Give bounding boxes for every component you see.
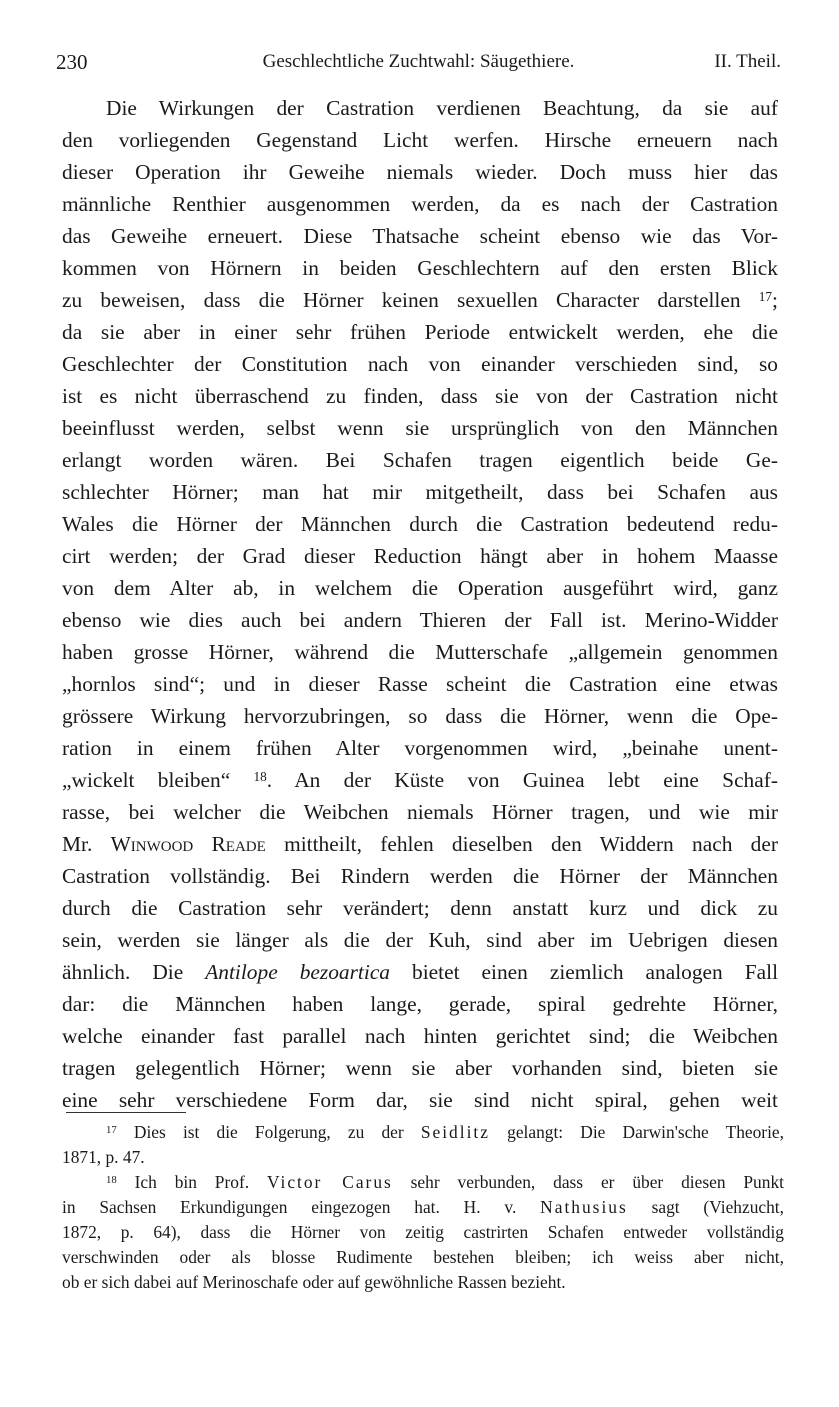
- footnote-text: Ich bin Prof.: [116, 1172, 267, 1192]
- text-line: das Geweihe erneuert. Diese Thatsache scheint ebenso wie das Vor-: [62, 224, 778, 248]
- text-line: welche einander fast parallel nach hinten gerichtet sind; die Weibchen: [62, 1024, 778, 1048]
- footnote-17: [62, 1120, 784, 1145]
- footnote-18: [62, 1170, 784, 1195]
- author-name: Nathusius: [540, 1197, 628, 1217]
- text-line: Die Wirkungen der Castration verdienen Beachtung, da sie auf: [106, 96, 778, 120]
- text-line: dieser Operation ihr Geweihe niemals wieder. Doch muss hier das: [62, 160, 778, 184]
- text-line: tragen gelegentlich Hörner; wenn sie aber vorhanden sind, bieten sie: [62, 1056, 778, 1080]
- text-line: haben grosse Hörner, während die Mutterschafe „allgemein genommen: [62, 640, 778, 664]
- text-segment: Mr.: [62, 832, 111, 856]
- text-segment: ähnlich. Die: [62, 960, 206, 984]
- text-line: rasse, bei welcher die Weibchen niemals Hörner tragen, und wie mir: [62, 800, 778, 824]
- text-line: kommen von Hörnern in beiden Geschlechtern auf den ersten Blick: [62, 256, 778, 280]
- text-line: [62, 284, 778, 316]
- author-name: Winwood Reade: [110, 832, 266, 856]
- species-name: Antilope bezoartica: [205, 960, 391, 984]
- footnote-text: Dies ist die Folgerung, zu der: [116, 1122, 421, 1142]
- text-line: männliche Renthier ausgenommen werden, da es nach der Castration: [62, 192, 778, 216]
- text-line: dar: die Männchen haben lange, gerade, spiral gedrehte Hörner,: [62, 992, 778, 1016]
- footnote-line: 1872, p. 64), dass die Hörner von zeitig castrirten Schafen entweder vollständig: [62, 1222, 784, 1242]
- text-line: beeinflusst werden, selbst wenn sie ursprünglich von den Männchen: [62, 416, 778, 440]
- text-segment: bietet einen ziemlich analogen Fall: [390, 960, 779, 984]
- footnote-text: in Sachsen Erkundigungen eingezogen hat. H. v.: [62, 1197, 541, 1217]
- text-segment: mittheilt, fehlen dieselben den Widdern nach der: [265, 832, 778, 856]
- page-number: 230: [56, 50, 88, 74]
- text-line: [62, 828, 778, 860]
- running-header: [56, 50, 781, 76]
- text-line: von dem Alter ab, in welchem die Operation ausgeführt wird, ganz: [62, 576, 778, 600]
- text-segment: zu beweisen, dass die Hörner keinen sexuellen Character darstellen: [62, 288, 759, 312]
- text-line: den vorliegenden Gegenstand Licht werfen. Hirsche erneuern nach: [62, 128, 778, 152]
- author-name: Seidlitz: [420, 1122, 490, 1142]
- footnote-line: ob er sich dabei auf Merinoschafe oder auf gewöhnliche Rassen bezieht.: [62, 1272, 566, 1292]
- footnote-ref-18: 18: [253, 769, 267, 785]
- running-title: Geschlechtliche Zuchtwahl: Säugethiere.: [262, 51, 575, 72]
- footnote-mark: 17: [106, 1124, 117, 1137]
- text-segment: . An der Küste von Guinea lebt eine Schaf-: [266, 768, 778, 792]
- text-line: da sie aber in einer sehr frühen Periode entwickelt werden, ehe die: [62, 320, 778, 344]
- main-text: [62, 92, 778, 1116]
- footnote-line: 1871, p. 47.: [62, 1147, 145, 1167]
- part-label: II. Theil.: [714, 51, 781, 72]
- text-line: sein, werden sie länger als die der Kuh, sind aber im Uebrigen diesen: [62, 928, 778, 952]
- footnote-text: sagt (Viehzucht,: [627, 1197, 784, 1217]
- text-line: schlechter Hörner; man hat mir mitgetheilt, dass bei Schafen aus: [62, 480, 778, 504]
- footnote-text: gelangt: Die Darwin'sche Theorie,: [489, 1122, 784, 1142]
- text-line: grössere Wirkung hervorzubringen, so dass die Hörner, wenn die Ope-: [62, 704, 778, 728]
- footnote-text: sehr verbunden, dass er über diesen Punkt: [392, 1172, 784, 1192]
- text-line: erlangt worden wären. Bei Schafen tragen eigentlich beide Ge-: [62, 448, 778, 472]
- text-line: ration in einem frühen Alter vorgenommen wird, „beinahe unent-: [62, 736, 778, 760]
- text-segment: „wickelt bleiben“: [62, 768, 254, 792]
- footnote-line: verschwinden oder als blosse Rudimente bestehen bleiben; ich weiss aber nicht,: [62, 1247, 784, 1267]
- text-line: eine sehr verschiedene Form dar, sie sind nicht spiral, gehen weit: [62, 1088, 778, 1112]
- text-line: Wales die Hörner der Männchen durch die Castration bedeutend redu-: [62, 512, 778, 536]
- footnote-line: [62, 1195, 784, 1220]
- text-line: [62, 764, 778, 796]
- text-line: Geschlechter der Constitution nach von einander verschieden sind, so: [62, 352, 778, 376]
- text-line: cirt werden; der Grad dieser Reduction hängt aber in hohem Maasse: [62, 544, 778, 568]
- footnote-ref-17: 17: [758, 289, 773, 305]
- text-segment: ;: [772, 288, 778, 312]
- text-line: Castration vollständig. Bei Rindern werden die Hörner der Männchen: [62, 864, 778, 888]
- text-line: [62, 956, 778, 988]
- text-line: ist es nicht überraschend zu finden, dass sie von der Castration nicht: [62, 384, 778, 408]
- text-line: durch die Castration sehr verändert; denn anstatt kurz und dick zu: [62, 896, 778, 920]
- text-line: ebenso wie dies auch bei andern Thieren der Fall ist. Merino-Widder: [62, 608, 778, 632]
- footnote-mark: 18: [106, 1174, 117, 1187]
- footnote-divider: [66, 1112, 186, 1113]
- footnotes: [62, 1120, 784, 1295]
- text-line: „hornlos sind“; und in dieser Rasse scheint die Castration eine etwas: [62, 672, 778, 696]
- author-name: Victor Carus: [266, 1172, 393, 1192]
